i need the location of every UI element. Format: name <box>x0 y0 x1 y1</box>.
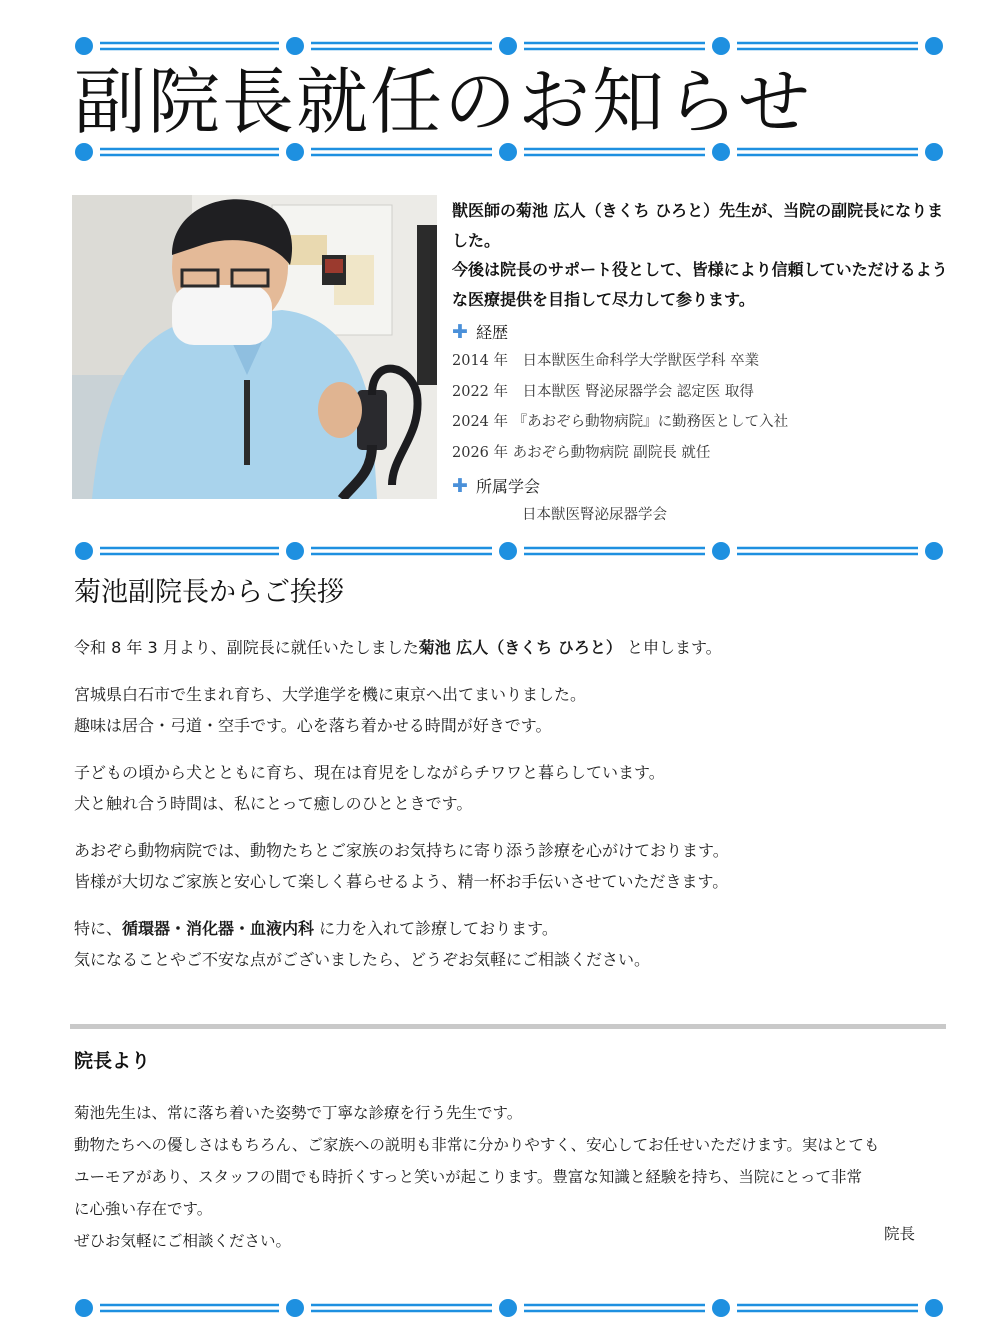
intro-line-2: 今後は院長のサポート役として、皆様により信頼していただけるような医療提供を目指して尽力して参ります。 <box>452 260 948 309</box>
society-heading <box>452 471 952 500</box>
specialties: 循環器・消化器・血液内科 <box>122 919 315 938</box>
director-line: 菊池先生は、常に落ち着いた姿勢で丁寧な診療を行う先生です。 <box>74 1104 523 1122</box>
divider-top <box>74 34 944 58</box>
director-signature: 院長 <box>884 1225 916 1243</box>
career-heading-label: 経歴 <box>476 323 509 342</box>
career-item: 2024 年 『あおぞら動物病院』に勤務医として入社 <box>452 414 789 430</box>
vice-director-name: 菊池 広人（きくち ひろと） <box>418 638 622 657</box>
section-rule <box>70 1024 946 1029</box>
intro-line-1: 獣医師の菊池 広人（きくち ひろと）先生が、当院の副院長になりました。 <box>452 201 944 250</box>
page-title: 副院長就任のお知らせ <box>74 60 812 144</box>
divider-bottom <box>74 1296 944 1320</box>
plus-icon: ✚ <box>452 474 468 497</box>
society-name: 日本獣医腎泌尿器学会 <box>522 507 667 523</box>
greeting-paragraph-3: 子どもの頃から犬とともに育ち、現在は育児をしながらチワワと暮らしています。 犬と触れ合う時間は、私にとって癒しのひとときです。 <box>74 763 665 813</box>
greeting-paragraph-1: 令和 8 年 3 月より、副院長に就任いたしました菊池 広人（きくち ひろと） と申します。 <box>74 638 722 657</box>
divider-middle <box>74 539 944 563</box>
career-list <box>452 346 952 468</box>
plus-icon: ✚ <box>452 320 468 343</box>
director-line: 動物たちへの優しさはもちろん、ご家族への説明も非常に分かりやすく、安心してお任せいただけます。実はとても <box>74 1136 880 1154</box>
greeting-paragraph-4: あおぞら動物病院では、動物たちとご家族のお気持ちに寄り添う診療を心がけております。 皆様が大切なご家族と安心して楽しく暮らせるよう、精一杯お手伝いさせていただきます。 <box>74 841 729 891</box>
career-item: 2026 年 あおぞら動物病院 副院長 就任 <box>452 444 711 461</box>
veterinarian-photo <box>72 195 437 499</box>
society-heading-label: 所属学会 <box>476 477 541 496</box>
director-line: ユーモアがあり、スタッフの間でも時折くすっと笑いが起こります。豊富な知識と経験を持ち、当院にとって非常 <box>74 1168 863 1186</box>
director-heading: 院長より <box>74 1050 151 1072</box>
intro-section <box>452 196 952 530</box>
greeting-title: 菊池副院長からご挨拶 <box>74 577 344 608</box>
career-heading <box>452 317 952 346</box>
career-item: 2022 年 日本獣医 腎泌尿器学会 認定医 取得 <box>452 383 754 400</box>
director-line: に心強い存在です。 <box>74 1200 213 1218</box>
director-line: ぜひお気軽にご相談ください。 <box>74 1232 292 1250</box>
director-message <box>74 1097 934 1257</box>
greeting-body <box>74 632 954 991</box>
greeting-paragraph-5: 特に、循環器・消化器・血液内科 に力を入れて診療しております。 気になることやご不安な点がございましたら、どうぞお気軽にご相談ください。 <box>74 919 651 969</box>
career-item: 2014 年 日本獣医生命科学大学獣医学科 卒業 <box>452 353 760 369</box>
greeting-paragraph-2: 宮城県白石市で生まれ育ち、大学進学を機に東京へ出てまいりました。 趣味は居合・弓道・空手です。心を落ち着かせる時間が好きです。 <box>74 685 587 735</box>
